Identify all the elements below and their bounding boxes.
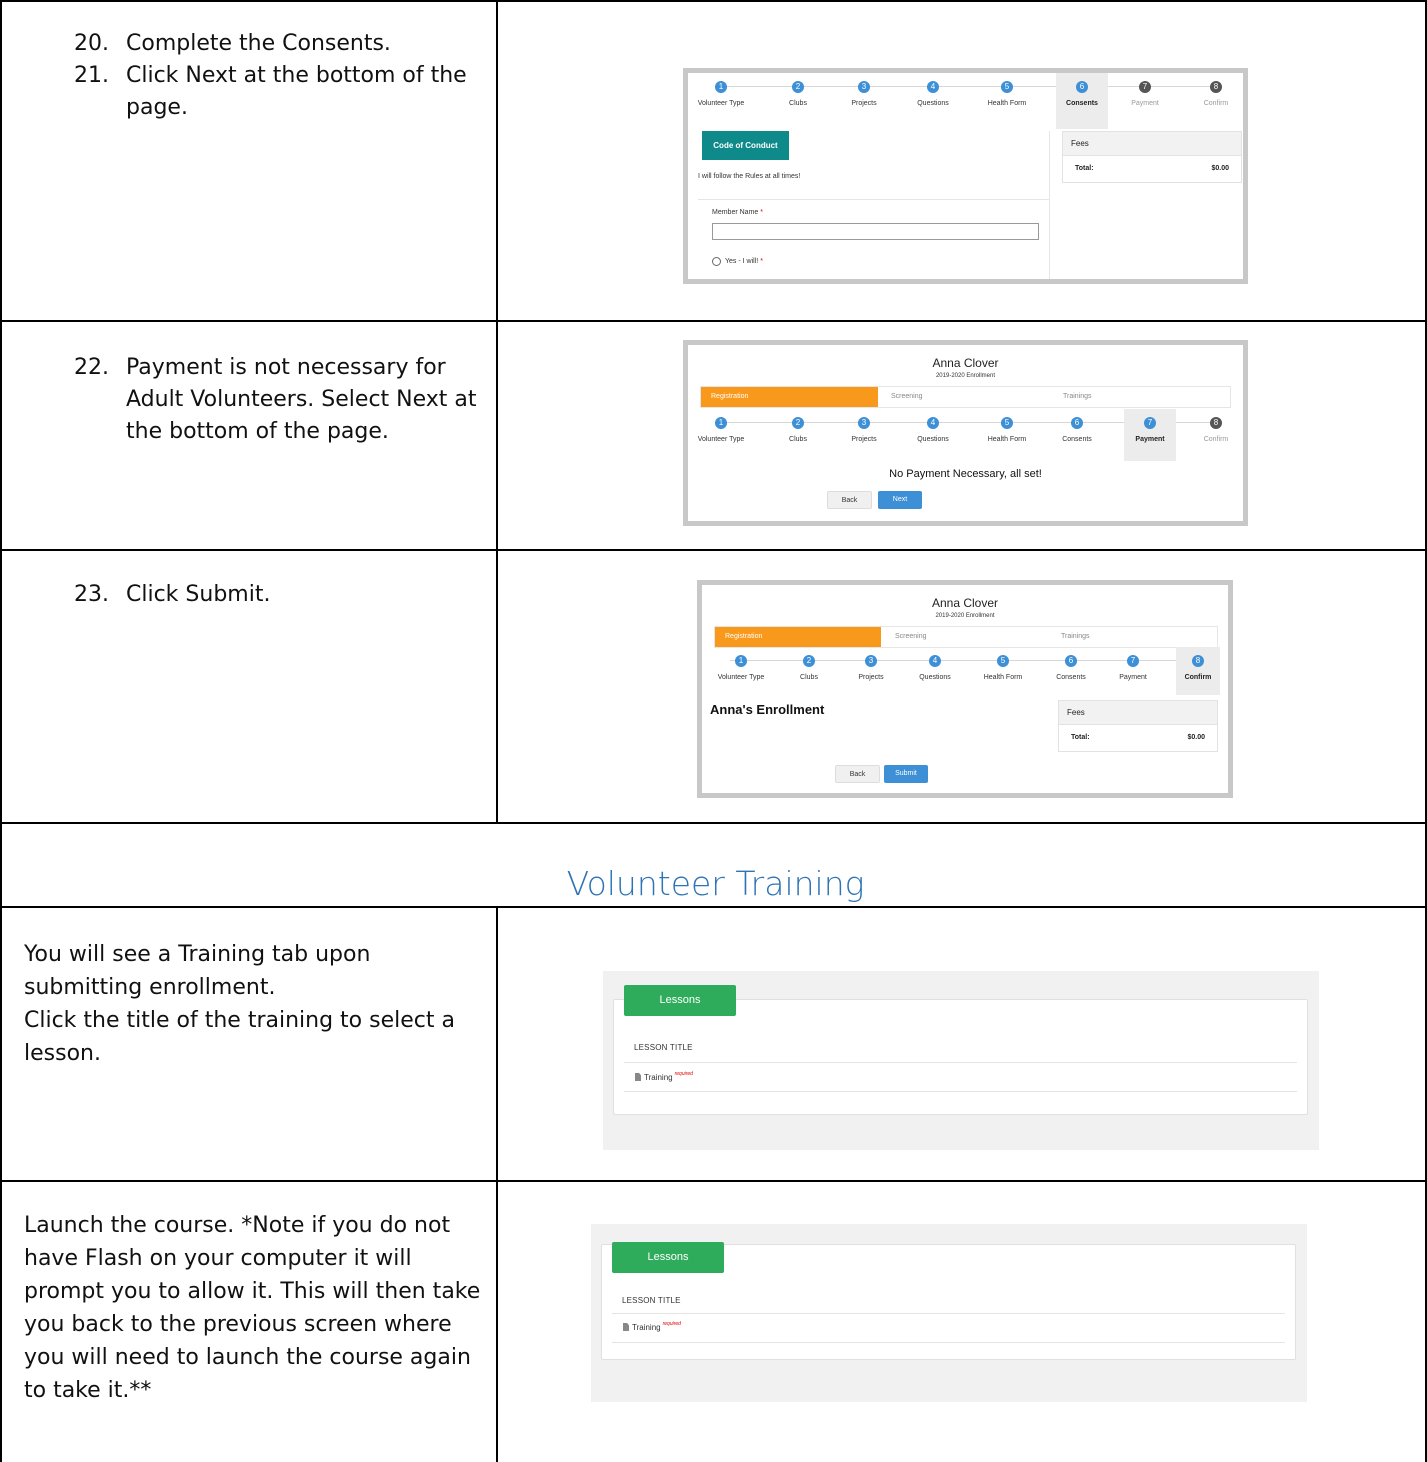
tab-registration[interactable]: Registration bbox=[701, 387, 878, 407]
step-payment[interactable]: 7 Payment bbox=[1131, 82, 1159, 107]
fees-panel bbox=[1062, 131, 1242, 183]
step-questions[interactable]: 4 Questions bbox=[917, 418, 949, 443]
lesson-title-header: LESSON TITLE bbox=[634, 1043, 693, 1052]
enrollment-heading: Anna's Enrollment bbox=[710, 702, 825, 717]
rule-text: I will follow the Rules at all times! bbox=[698, 173, 801, 180]
enrollment-year: 2019-2020 Enrollment bbox=[935, 373, 996, 379]
tab-screening[interactable]: Screening bbox=[891, 393, 923, 400]
list-item bbox=[74, 60, 496, 124]
step-projects[interactable]: 3 Projects bbox=[851, 418, 877, 443]
step-questions[interactable]: 4 Questions bbox=[917, 82, 949, 107]
instruction-cell bbox=[2, 322, 498, 551]
step-payment[interactable]: 7 Payment bbox=[1119, 656, 1147, 681]
step-progress bbox=[688, 73, 1243, 129]
member-name-input[interactable] bbox=[712, 223, 1039, 240]
payment-screenshot bbox=[683, 340, 1248, 526]
list-item bbox=[74, 28, 496, 60]
step-number: 20. bbox=[74, 31, 109, 56]
step-volunteer-type[interactable]: 1 Volunteer Type bbox=[697, 418, 745, 443]
document-icon bbox=[623, 1323, 629, 1331]
confirm-screenshot bbox=[697, 580, 1233, 798]
step-health-form[interactable]: 5 Health Form bbox=[983, 656, 1023, 681]
step-confirm[interactable]: 8 Confirm bbox=[1176, 647, 1220, 695]
step-consents[interactable]: 6 Consents bbox=[1056, 73, 1108, 129]
instruction-cell bbox=[2, 908, 498, 1182]
instruction-cell bbox=[2, 1182, 498, 1462]
submit-button[interactable]: Submit bbox=[884, 765, 928, 783]
step-projects[interactable]: 3 Projects bbox=[851, 82, 877, 107]
step-number: 22. bbox=[74, 355, 109, 380]
table-row-consents bbox=[0, 0, 1427, 322]
fees-panel bbox=[1058, 700, 1218, 752]
code-of-conduct-panel bbox=[698, 131, 1050, 281]
consents-screenshot bbox=[683, 68, 1248, 284]
step-number: 23. bbox=[74, 582, 109, 607]
section-title: Volunteer Training bbox=[566, 864, 865, 903]
step-text: Complete the Consents. bbox=[126, 31, 391, 56]
code-of-conduct-title: Code of Conduct bbox=[702, 131, 789, 160]
fees-header: Fees bbox=[1059, 701, 1217, 725]
step-confirm[interactable]: 8 Confirm bbox=[1203, 418, 1229, 443]
step-clubs[interactable]: 2 Clubs bbox=[789, 82, 807, 107]
step-questions[interactable]: 4 Questions bbox=[919, 656, 951, 681]
member-name-label: Member Name * bbox=[712, 209, 763, 216]
back-button[interactable]: Back bbox=[827, 491, 872, 509]
table-row-submit bbox=[0, 549, 1427, 824]
instruction-text: You will see a Training tab upon submitting enrollment. Click the title of the training to select a lesson. bbox=[24, 942, 455, 1066]
member-name: Anna Clover bbox=[931, 596, 999, 610]
step-consents[interactable]: 6 Consents bbox=[1062, 418, 1092, 443]
lesson-title-link[interactable]: Training bbox=[632, 1323, 661, 1332]
step-volunteer-type[interactable]: 1 Volunteer Type bbox=[697, 82, 745, 107]
registration-tabs bbox=[700, 386, 1231, 408]
instruction-cell bbox=[2, 2, 498, 322]
lessons-screenshot bbox=[591, 1224, 1307, 1402]
lessons-tab-button[interactable]: Lessons bbox=[624, 985, 736, 1016]
required-badge: required bbox=[674, 1071, 693, 1077]
table-row-launch bbox=[0, 1180, 1427, 1462]
required-badge: required bbox=[662, 1321, 681, 1327]
member-name: Anna Clover bbox=[932, 356, 999, 370]
tab-registration[interactable]: Registration bbox=[715, 627, 881, 647]
tab-screening[interactable]: Screening bbox=[895, 633, 927, 640]
payment-message: No Payment Necessary, all set! bbox=[889, 468, 1042, 480]
step-progress bbox=[688, 409, 1243, 461]
back-button[interactable]: Back bbox=[835, 765, 880, 783]
fees-total: Total: $0.00 bbox=[1071, 734, 1205, 741]
tab-trainings[interactable]: Trainings bbox=[1063, 393, 1092, 400]
step-volunteer-type[interactable]: 1 Volunteer Type bbox=[717, 656, 765, 681]
lesson-item-training[interactable] bbox=[623, 1323, 681, 1332]
list-item bbox=[74, 352, 496, 448]
registration-tabs bbox=[714, 626, 1218, 648]
step-payment[interactable]: 7 Payment bbox=[1124, 409, 1176, 461]
lessons-card bbox=[613, 994, 1308, 1115]
step-consents[interactable]: 6 Consents bbox=[1056, 656, 1086, 681]
step-health-form[interactable]: 5 Health Form bbox=[987, 82, 1027, 107]
lessons-screenshot bbox=[603, 971, 1319, 1150]
instruction-cell bbox=[2, 551, 498, 824]
step-text: Payment is not necessary for Adult Volunteers. Select Next at the bottom of the page. bbox=[126, 355, 477, 444]
table-row-payment bbox=[0, 320, 1427, 551]
lessons-card bbox=[601, 1244, 1296, 1360]
instruction-text: Launch the course. *Note if you do not have Flash on your computer it will prompt you to allow it. This will then take you back to the previous screen where you will need to launch the course again to take it.** bbox=[24, 1213, 481, 1403]
lesson-title-header: LESSON TITLE bbox=[622, 1296, 681, 1305]
step-projects[interactable]: 3 Projects bbox=[858, 656, 884, 681]
step-text: Click Next at the bottom of the page. bbox=[126, 63, 467, 120]
step-text: Click Submit. bbox=[126, 582, 271, 607]
radio-button[interactable] bbox=[712, 257, 721, 266]
table-row-training-tab bbox=[0, 906, 1427, 1182]
fees-total: Total: $0.00 bbox=[1075, 165, 1229, 172]
document-icon bbox=[635, 1073, 641, 1081]
list-item bbox=[74, 579, 496, 611]
section-header-row bbox=[0, 822, 1427, 908]
step-clubs[interactable]: 2 Clubs bbox=[789, 418, 807, 443]
step-health-form[interactable]: 5 Health Form bbox=[987, 418, 1027, 443]
step-progress bbox=[702, 647, 1228, 695]
tab-trainings[interactable]: Trainings bbox=[1061, 633, 1090, 640]
next-button[interactable]: Next bbox=[878, 491, 922, 509]
step-list bbox=[74, 579, 496, 611]
fees-header: Fees bbox=[1063, 132, 1241, 156]
lesson-item-training[interactable] bbox=[635, 1073, 693, 1082]
lesson-title-link[interactable]: Training bbox=[644, 1073, 673, 1082]
step-number: 21. bbox=[74, 63, 109, 88]
step-list bbox=[74, 28, 496, 124]
step-confirm[interactable]: 8 Confirm bbox=[1203, 82, 1229, 107]
enrollment-year: 2019-2020 Enrollment bbox=[935, 613, 995, 619]
step-list bbox=[74, 352, 496, 448]
lessons-tab-button[interactable]: Lessons bbox=[612, 1242, 724, 1273]
step-clubs[interactable]: 2 Clubs bbox=[800, 656, 818, 681]
yes-radio[interactable]: Yes - I will! * bbox=[712, 257, 763, 266]
